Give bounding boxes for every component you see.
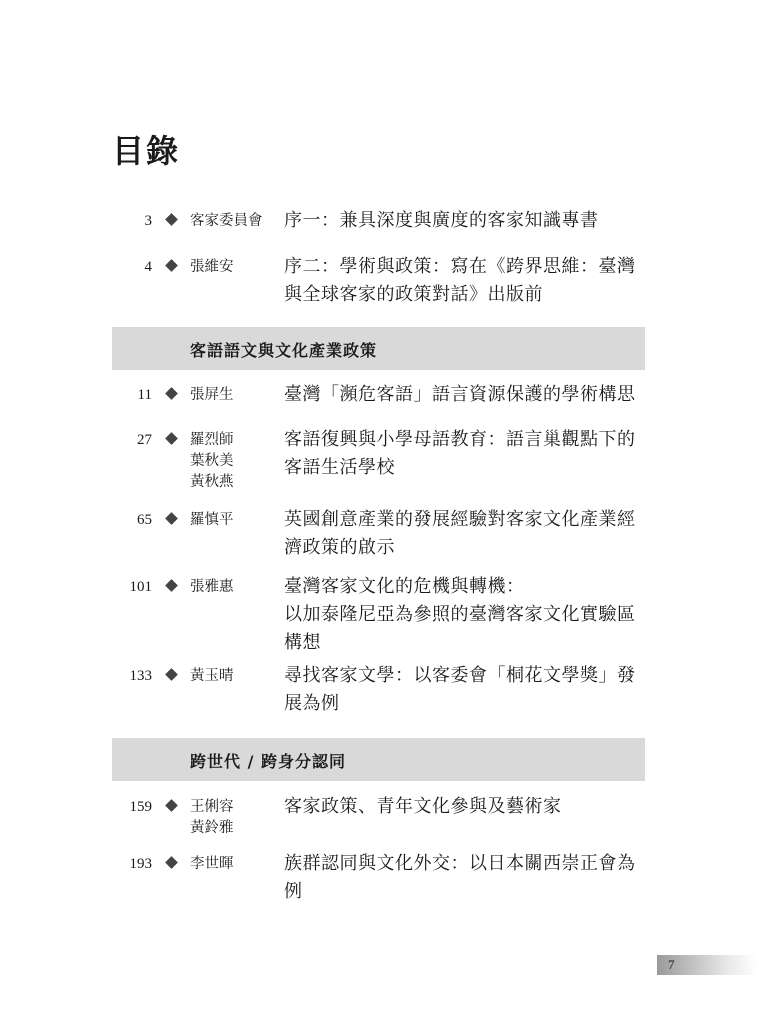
- title-line: 以加泰隆尼亞為參照的臺灣客家文化實驗區: [284, 604, 636, 625]
- author-list: [190, 510, 270, 531]
- author-name: 張維安: [190, 259, 234, 275]
- chapter-title: [284, 793, 649, 821]
- page-number: 27: [137, 432, 152, 448]
- author-name: 黃玉晴: [190, 668, 234, 684]
- diamond-bullet-icon: [165, 668, 178, 681]
- title-line: 臺灣客家文化的危機與轉機：: [284, 576, 525, 597]
- page-number: 4: [144, 259, 152, 275]
- author-list: [190, 797, 270, 839]
- chapter-title: [284, 426, 649, 482]
- page-number: 11: [137, 387, 152, 403]
- author-name: 黃秋燕: [190, 474, 234, 490]
- title-line: 與全球客家的政策對話》出版前: [284, 284, 543, 305]
- title-line: 客家政策、青年文化參與及藝術家: [284, 796, 562, 817]
- author-name: 葉秋美: [190, 453, 234, 469]
- section-header: [112, 327, 645, 370]
- diamond-bullet-icon: [165, 512, 178, 525]
- author-name: 張雅惠: [190, 579, 234, 595]
- section-title: 跨世代 / 跨身分認同: [190, 752, 346, 771]
- chapter-title: [284, 506, 649, 562]
- diamond-bullet-icon: [165, 213, 178, 226]
- diamond-bullet-icon: [165, 387, 178, 400]
- page-number: 65: [137, 512, 152, 528]
- diamond-bullet-icon: [165, 432, 178, 445]
- title-line: 尋找客家文學：以客委會「桐花文學獎」發: [284, 665, 636, 686]
- page-number: 3: [144, 213, 152, 229]
- author-name: 羅慎平: [190, 512, 234, 528]
- chapter-title: [284, 662, 649, 718]
- chapter-title: [284, 573, 649, 657]
- diamond-bullet-icon: [165, 799, 178, 812]
- title-line: 客語生活學校: [284, 457, 395, 478]
- author-list: [190, 430, 270, 493]
- page-number: 159: [129, 799, 152, 815]
- title-line: 英國創意產業的發展經驗對客家文化產業經: [284, 509, 636, 530]
- title-line: 客語復興與小學母語教育：語言巢觀點下的: [284, 429, 636, 450]
- page-number: 133: [129, 668, 152, 684]
- page-number: 193: [129, 856, 152, 872]
- author-name: 黃鈴雅: [190, 820, 234, 836]
- title-line: 族群認同與文化外交：以日本關西崇正會為: [284, 853, 636, 874]
- chapter-title: [284, 253, 649, 309]
- title-line: 展為例: [284, 693, 340, 714]
- diamond-bullet-icon: [165, 856, 178, 869]
- section-title: 客語語文與文化產業政策: [190, 341, 378, 360]
- author-name: 王俐容: [190, 799, 234, 815]
- author-name: 客家委員會: [190, 213, 263, 229]
- author-list: [190, 257, 270, 278]
- title-line: 臺灣「瀕危客語」語言資源保護的學術構思: [284, 384, 636, 405]
- author-name: 羅烈師: [190, 432, 234, 448]
- title-line: 序二：學術與政策：寫在《跨界思維：臺灣: [284, 256, 636, 277]
- page-title: 目錄: [112, 132, 181, 170]
- diamond-bullet-icon: [165, 259, 178, 272]
- title-line: 例: [284, 881, 303, 902]
- author-list: [190, 385, 270, 406]
- author-name: 張屏生: [190, 387, 234, 403]
- author-list: [190, 666, 270, 687]
- section-header: [112, 738, 645, 781]
- author-name: 李世暉: [190, 856, 234, 872]
- chapter-title: [284, 850, 649, 906]
- author-list: [190, 577, 270, 598]
- page-number: 101: [129, 579, 152, 595]
- chapter-title: [284, 207, 649, 235]
- title-line: 濟政策的啟示: [284, 537, 395, 558]
- title-line: 構想: [284, 632, 321, 653]
- author-list: [190, 854, 270, 875]
- chapter-title: [284, 381, 649, 409]
- title-line: 序一：兼具深度與廣度的客家知識專書: [284, 210, 599, 231]
- diamond-bullet-icon: [165, 579, 178, 592]
- footer-page-number: 7: [668, 957, 675, 972]
- author-list: [190, 211, 270, 232]
